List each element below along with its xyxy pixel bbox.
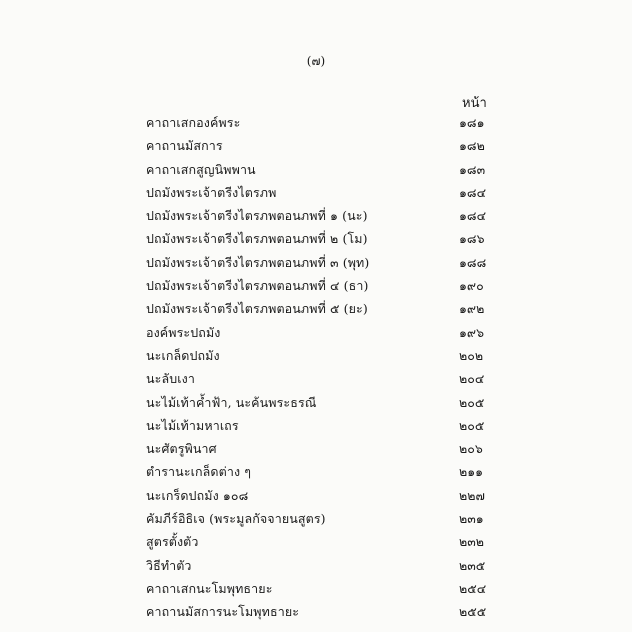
toc-entry-page: ๑๘๔: [459, 208, 487, 224]
toc-entry-title: ปถมังพระเจ้าตรีงไตรภพตอนภพที่ ๑ (นะ): [146, 208, 368, 224]
toc-entry: [0, 506, 632, 529]
toc-entry-page: ๑๘๓: [459, 161, 486, 177]
toc-entry-title: นะเกร็ดปถมัง ๑๐๘: [146, 487, 249, 503]
toc-entry-title: นะไม้เท้าค้ำฟ้า, นะค้นพระธรณี: [146, 394, 317, 410]
toc-entry-page: ๒๒๗: [459, 487, 485, 503]
toc-entry: [0, 273, 632, 296]
toc-entry: [0, 133, 632, 156]
toc-entry-page: ๒๕๔: [459, 580, 487, 596]
toc-entry-page: ๒๐๖: [459, 441, 483, 457]
toc-entry-title: นะไม้เท้ามหาเถร: [146, 417, 239, 433]
page-column-header: หน้า: [462, 96, 487, 111]
toc-entry-page: ๒๐๔: [459, 371, 485, 387]
toc-entry-page: ๒๕๕: [459, 604, 487, 620]
toc-entry-page: ๑๘๑: [459, 115, 485, 130]
toc-entry: [0, 250, 632, 273]
toc-entry: [0, 436, 632, 459]
toc-entry: [0, 157, 632, 180]
toc-entry: [0, 343, 632, 366]
toc-entry-title: วิธีทำตัว: [146, 557, 192, 573]
toc-entry-title: นะศัตรูพินาศ: [146, 441, 217, 457]
table-of-contents: [0, 110, 632, 623]
toc-entry: [0, 599, 632, 622]
toc-entry-page: ๑๙๒: [459, 301, 485, 317]
toc-entry: [0, 366, 632, 389]
toc-entry-title: คัมภีร์อิธิเจ (พระมูลกัจจายนสูตร): [146, 511, 326, 527]
toc-entry: [0, 483, 632, 506]
toc-entry-page: ๒๐๕: [459, 394, 485, 410]
toc-entry-title: คาถานมัสการนะโมพุทธายะ: [146, 604, 300, 620]
toc-entry-title: องค์พระปถมัง: [146, 324, 221, 340]
toc-entry: [0, 529, 632, 552]
toc-entry: [0, 553, 632, 576]
toc-entry: [0, 296, 632, 319]
toc-entry-title: คาถาเสกนะโมพุทธายะ: [146, 580, 273, 596]
toc-entry-title: คาถาเสกองค์พระ: [146, 115, 241, 130]
toc-entry-page: ๑๘๔: [459, 184, 487, 200]
toc-entry-title: นะเกล็ดปถมัง: [146, 347, 220, 363]
toc-entry-page: ๒๓๕: [459, 557, 486, 573]
toc-entry-page: ๑๙๖: [459, 324, 485, 340]
toc-entry-page: ๒๐๕: [459, 417, 485, 433]
toc-entry-title: คาถานมัสการ: [146, 138, 223, 154]
toc-entry-page: ๒๓๑: [459, 511, 484, 527]
toc-entry: [0, 576, 632, 599]
toc-entry-title: ปถมังพระเจ้าตรีงไตรภพตอนภพที่ ๔ (ธา): [146, 278, 369, 294]
toc-entry-page: ๑๘๘: [459, 254, 487, 270]
toc-entry-title: ปถมังพระเจ้าตรีงไตรภพตอนภพที่ ๒ (โม): [146, 231, 368, 247]
toc-entry-page: ๒๑๑: [459, 464, 484, 480]
toc-entry-title: นะลับเงา: [146, 371, 195, 387]
toc-entry: [0, 320, 632, 343]
toc-entry-page: ๑๘๒: [459, 138, 485, 154]
toc-entry-page: ๒๐๒: [459, 347, 484, 363]
toc-entry-title: ปถมังพระเจ้าตรีงไตรภพตอนภพที่ ๕ (ยะ): [146, 301, 368, 317]
toc-entry-title: ปถมังพระเจ้าตรีงไตรภพ: [146, 184, 277, 200]
toc-entry: [0, 110, 632, 133]
toc-entry-title: คาถาเสกสูญนิพพาน: [146, 161, 256, 177]
toc-entry: [0, 413, 632, 436]
toc-entry-page: ๑๘๖: [459, 231, 485, 247]
page-number: (๗): [306, 54, 326, 68]
toc-entry-page: ๒๓๒: [459, 534, 485, 550]
toc-entry: [0, 459, 632, 482]
toc-entry: [0, 390, 632, 413]
toc-entry: [0, 203, 632, 226]
toc-entry-title: ปถมังพระเจ้าตรีงไตรภพตอนภพที่ ๓ (พุท): [146, 254, 370, 270]
toc-entry: [0, 226, 632, 249]
toc-entry: [0, 180, 632, 203]
toc-entry-page: ๑๙๐: [459, 278, 484, 294]
toc-entry-title: สูตรตั้งตัว: [146, 534, 199, 550]
toc-entry-title: ตำรานะเกล็ดต่าง ๆ: [146, 464, 252, 480]
